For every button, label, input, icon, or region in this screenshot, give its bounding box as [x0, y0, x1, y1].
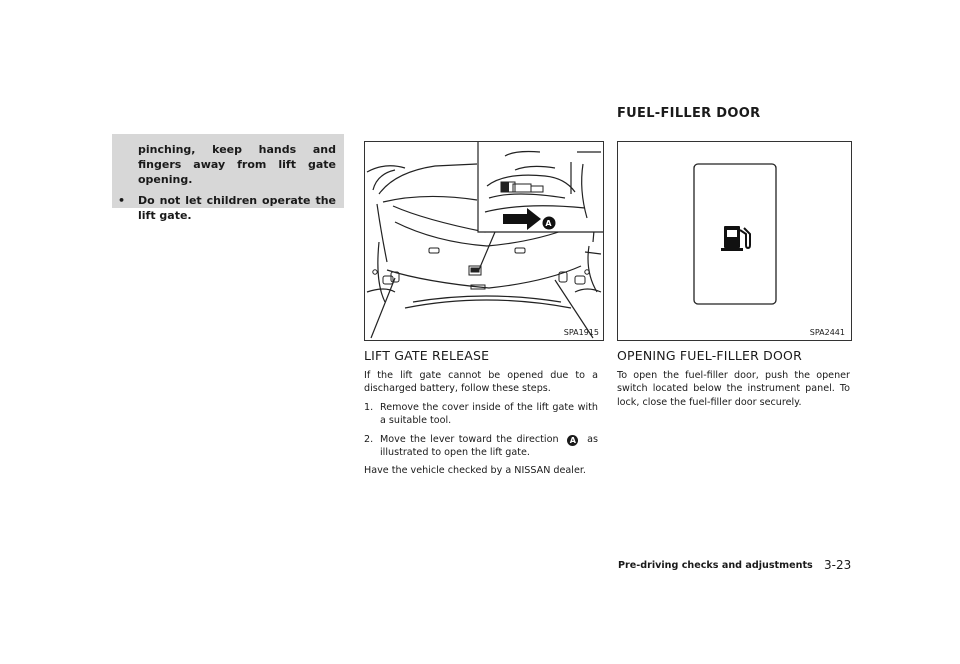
fuel-text: To open the fuel-filler door, push the opener switch located below the instrument panel. To lock, close the fuel-filler door securely. — [617, 370, 850, 408]
bullet-icon: • — [118, 194, 126, 207]
liftgate-body — [364, 369, 598, 483]
step-2 — [364, 433, 598, 460]
figure-code: SPA2441 — [809, 328, 845, 337]
step-number: 2. — [364, 433, 374, 445]
fuel-figure — [617, 141, 852, 341]
page-number: 3-23 — [824, 558, 852, 572]
figure-callout-a: A — [545, 219, 552, 228]
step-number: 1. — [364, 401, 374, 413]
step-text: Remove the cover inside of the lift gate with a suitable tool. — [380, 401, 598, 427]
footer-section-label: Pre-driving checks and adjustments — [618, 560, 813, 571]
figure-code: SPA1915 — [563, 328, 599, 337]
liftgate-closing: Have the vehicle checked by a NISSAN dealer. — [364, 465, 586, 477]
warning-item — [118, 193, 336, 223]
chapter-title: FUEL-FILLER DOOR — [617, 106, 761, 121]
liftgate-illustration — [365, 142, 603, 340]
section-title-liftgate: LIFT GATE RELEASE — [364, 348, 490, 363]
step-text-before: Move the lever toward the direction — [380, 433, 559, 445]
warning-item-text: Do not let children operate the lift gate. — [138, 194, 336, 222]
liftgate-figure — [364, 141, 604, 341]
warning-continuation: pinching, keep hands and fingers away from lift gate opening. — [138, 143, 336, 186]
warning-text — [118, 142, 336, 223]
step-1 — [364, 401, 598, 428]
liftgate-intro: If the lift gate cannot be opened due to a discharged battery, follow these steps. — [364, 370, 598, 395]
callout-a-icon: A — [567, 435, 578, 446]
section-title-fuel: OPENING FUEL-FILLER DOOR — [617, 348, 802, 363]
fuel-body — [617, 369, 850, 414]
fuel-illustration — [618, 142, 851, 340]
step-text-after: as illustrated to open the lift gate. — [380, 433, 598, 459]
